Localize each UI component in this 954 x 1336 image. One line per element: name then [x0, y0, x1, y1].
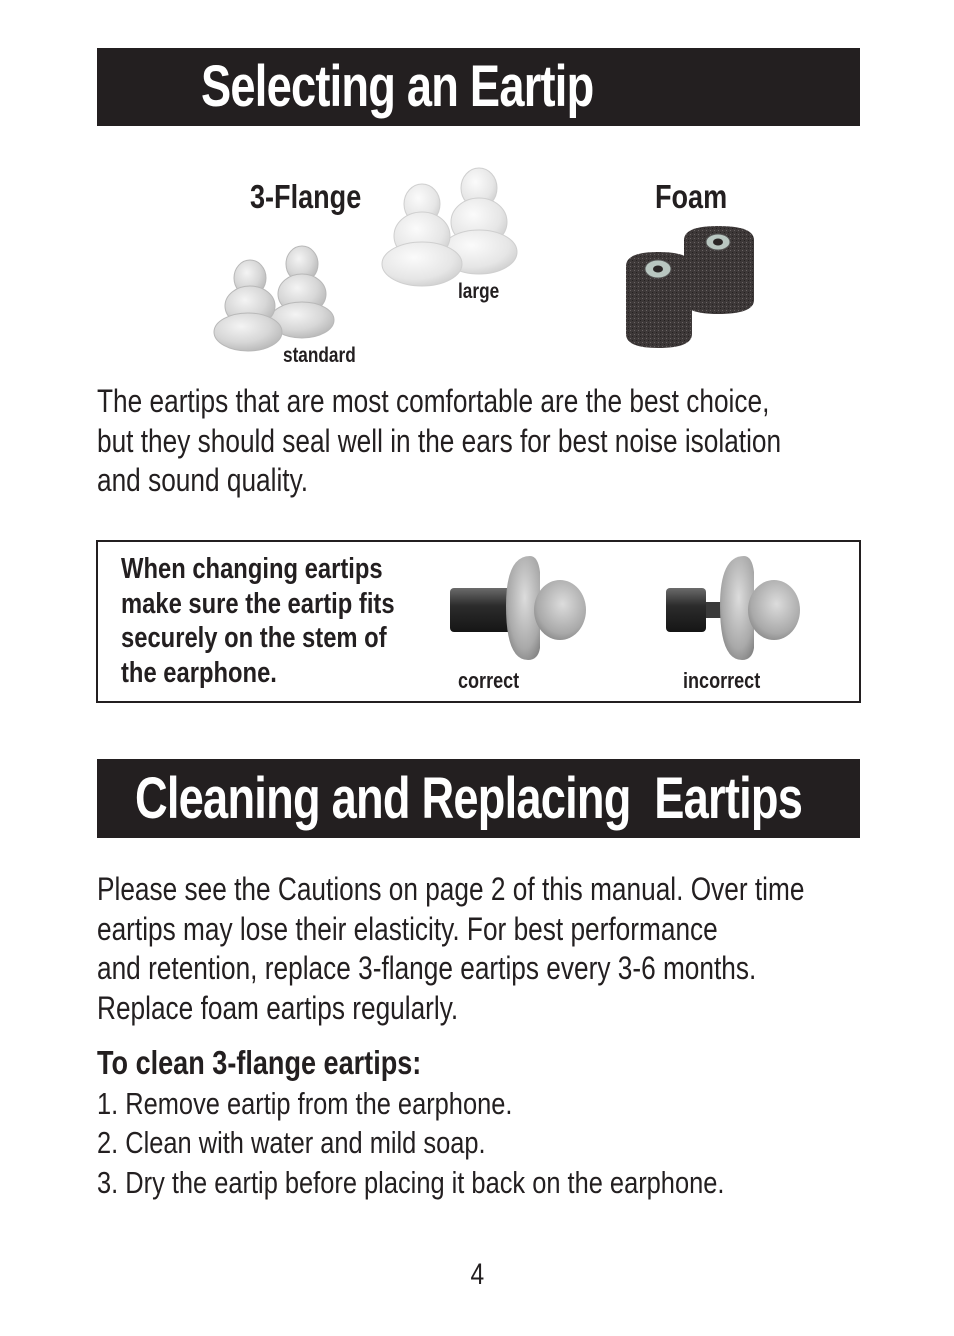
description-line: but they should seal well in the ears for best noise isolation	[97, 422, 782, 459]
correct-label: correct	[458, 668, 520, 693]
correct-fit-image	[448, 552, 590, 664]
foam-eartips-image	[622, 222, 760, 352]
eartip-description	[97, 382, 931, 501]
paragraph-line: eartips may lose their elasticity. For best performance	[97, 910, 718, 947]
section-banner-selecting	[97, 48, 860, 126]
large-label: large	[458, 280, 500, 303]
note-line: When changing eartips	[121, 553, 383, 585]
paragraph-line: Please see the Cautions on page 2 of this manual. Over time	[97, 871, 805, 907]
note-line: the earphone.	[121, 656, 277, 689]
standard-label: standard	[283, 344, 356, 367]
note-line: securely on the stem of	[121, 622, 387, 654]
clean-steps-heading: To clean 3-flange eartips:	[97, 1044, 422, 1081]
paragraph-line: and retention, replace 3-flange eartips every 3-6 months.	[97, 950, 757, 986]
large-flange-eartips-image	[376, 164, 522, 290]
clean-step: 1. Remove eartip from the earphone.	[97, 1086, 513, 1121]
incorrect-fit-image	[664, 552, 806, 664]
fit-note-text	[121, 552, 455, 690]
note-line: make sure the eartip fits	[121, 587, 395, 620]
clean-step: 2. Clean with water and mild soap.	[97, 1125, 486, 1160]
page-number: 4	[470, 1258, 484, 1291]
description-line: The eartips that are most comfortable are the best choice,	[97, 383, 770, 419]
section-title: Selecting an Eartip	[201, 54, 594, 119]
paragraph-line: Replace foam eartips regularly.	[97, 989, 459, 1026]
cleaning-paragraph	[97, 870, 954, 1028]
flange-label: 3-Flange	[250, 178, 362, 215]
incorrect-label: incorrect	[683, 668, 761, 693]
section-banner-cleaning	[97, 759, 860, 838]
description-line: and sound quality.	[97, 462, 309, 498]
clean-step: 3. Dry the eartip before placing it back on the earphone.	[97, 1165, 725, 1200]
foam-label: Foam	[655, 178, 728, 215]
eartip-fit-note-box	[96, 540, 861, 703]
standard-flange-eartips-image	[206, 244, 342, 356]
section-title: Cleaning and Replacing Eartips	[135, 766, 803, 831]
